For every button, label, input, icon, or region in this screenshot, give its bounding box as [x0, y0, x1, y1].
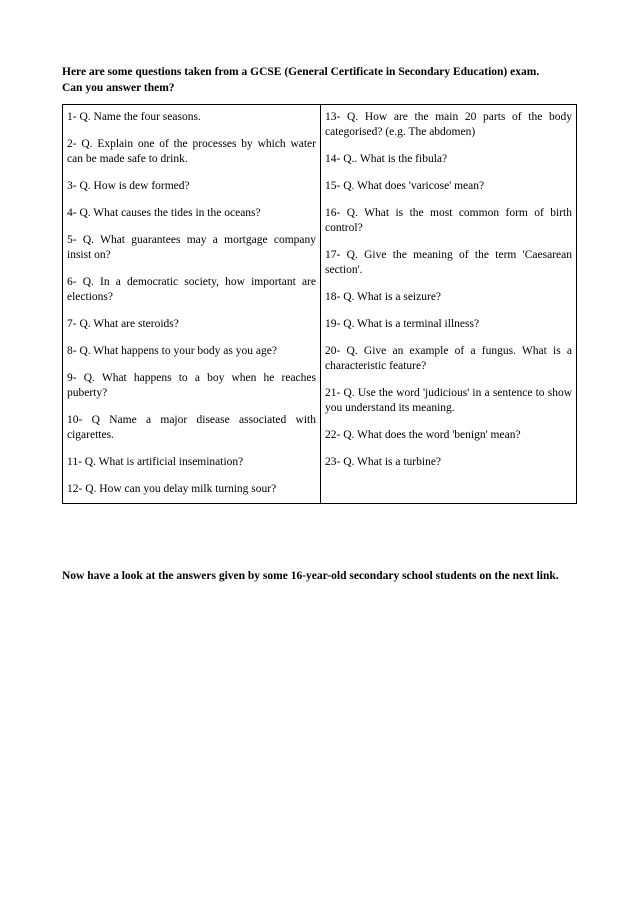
question-3: 3- Q. How is dew formed?: [67, 180, 190, 192]
question-22: 22- Q. What does the word 'benign' mean?: [325, 429, 521, 441]
question-17: 17- Q. Give the meaning of the term 'Caesarean section'.: [325, 249, 572, 276]
questions-table: [62, 104, 577, 504]
question-8: 8- Q. What happens to your body as you age?: [67, 345, 277, 357]
question-11: 11- Q. What is artificial insemination?: [67, 456, 244, 468]
question-14: 14- Q.. What is the fibula?: [325, 153, 448, 165]
question-15: 15- Q. What does 'varicose' mean?: [325, 180, 485, 192]
question-21: 21- Q. Use the word 'judicious' in a sentence to show you understand its meaning.: [325, 387, 572, 414]
questions-column-right: [321, 105, 576, 503]
question-19: 19- Q. What is a terminal illness?: [325, 318, 480, 330]
question-7: 7- Q. What are steroids?: [67, 318, 179, 330]
intro-line-2: Can you answer them?: [62, 82, 175, 94]
question-10: 10- Q Name a major disease associated with cigarettes.: [67, 414, 316, 441]
question-16: 16- Q. What is the most common form of birth control?: [325, 207, 572, 234]
question-13: 13- Q. How are the main 20 parts of the body categorised? (e.g. The abdomen): [325, 111, 572, 138]
question-18: 18- Q. What is a seizure?: [325, 291, 442, 303]
question-20: 20- Q. Give an example of a fungus. What is a characteristic feature?: [325, 345, 572, 372]
question-1: 1- Q. Name the four seasons.: [67, 111, 201, 123]
footer-note: Now have a look at the answers given by some 16-year-old secondary school students on the next link.: [62, 570, 559, 582]
question-4: 4- Q. What causes the tides in the oceans?: [67, 207, 261, 219]
question-6: 6- Q. In a democratic society, how important are elections?: [67, 276, 316, 303]
question-12: 12- Q. How can you delay milk turning sour?: [67, 483, 277, 495]
questions-column-left: [63, 105, 321, 503]
question-23: 23- Q. What is a turbine?: [325, 456, 442, 468]
question-2: 2- Q. Explain one of the processes by which water can be made safe to drink.: [67, 138, 316, 165]
intro-line-1: Here are some questions taken from a GCSE (General Certificate in Secondary Education) exam.: [62, 66, 540, 78]
intro-heading: [62, 64, 582, 96]
question-9: 9- Q. What happens to a boy when he reaches puberty?: [67, 372, 316, 399]
question-5: 5- Q. What guarantees may a mortgage company insist on?: [67, 234, 316, 261]
